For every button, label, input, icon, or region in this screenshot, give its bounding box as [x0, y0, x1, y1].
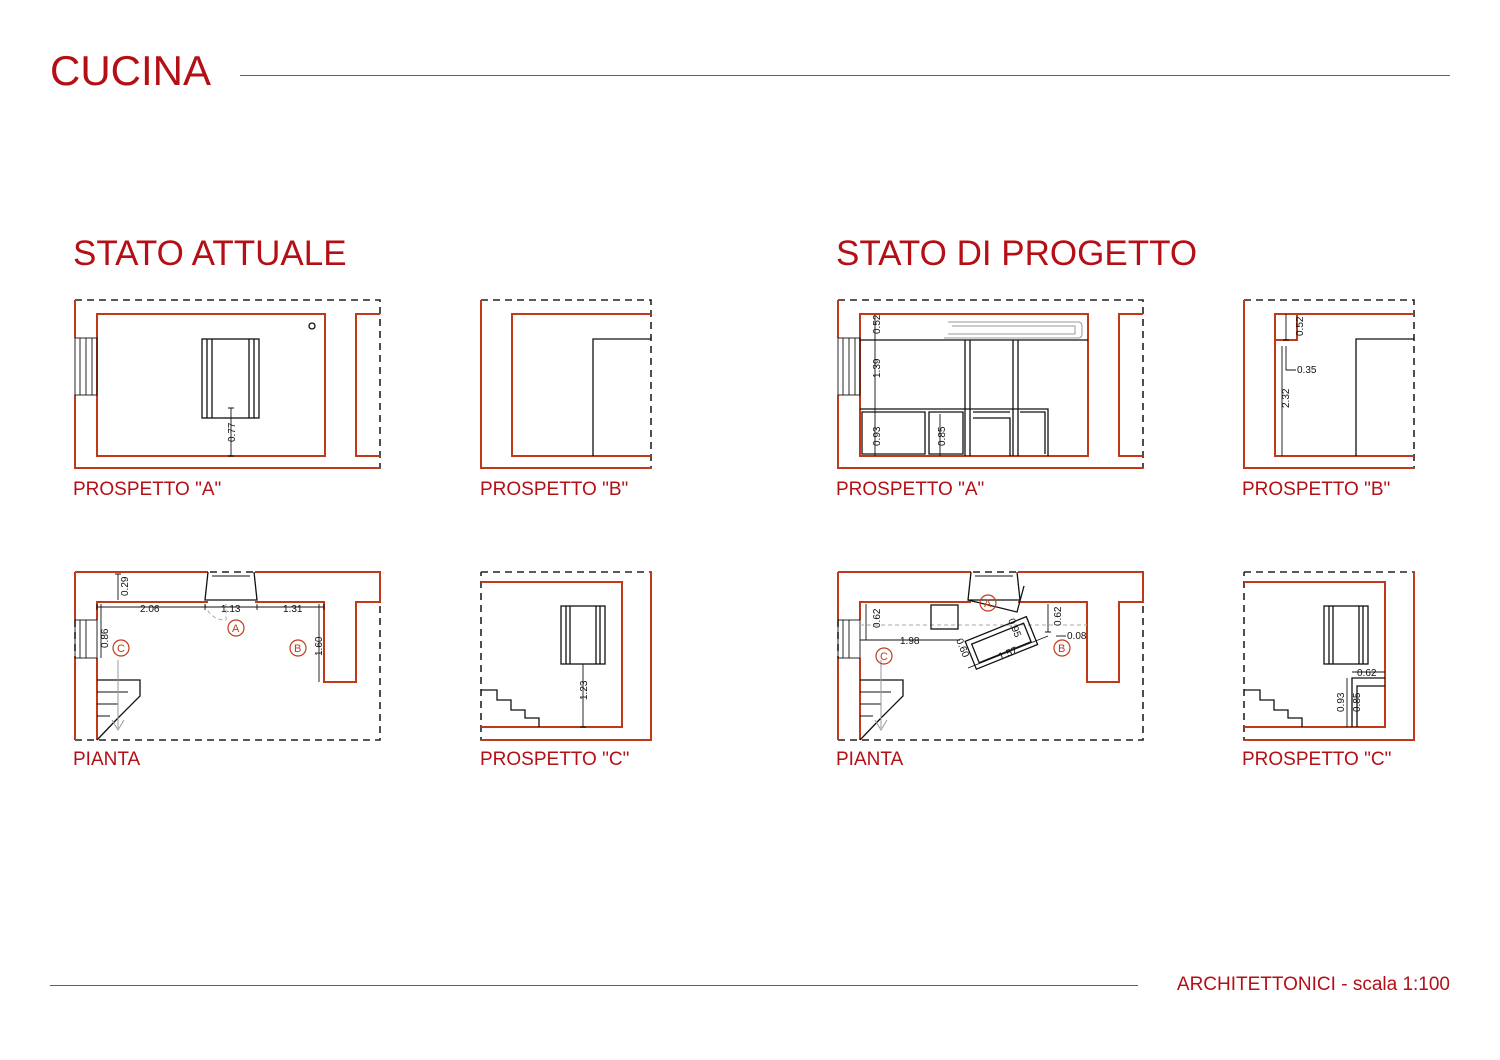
- dim-project-c-h1: 0.93: [1336, 692, 1347, 712]
- dim-project-plan-left: 0.62: [872, 608, 883, 628]
- footer-scale-note: ARCHITETTONICI - scala 1:100: [1176, 974, 1450, 995]
- dim-project-plan-right: 0.62: [1053, 606, 1064, 626]
- dim-current-a-height: 0.77: [227, 422, 238, 442]
- current-prospetto-b-drawing: [481, 300, 651, 468]
- label-project-prospetto-b: PROSPETTO "B": [1242, 479, 1391, 500]
- dim-current-plan-left: 0.86: [100, 628, 111, 648]
- label-current-prospetto-a: PROSPETTO "A": [73, 479, 222, 500]
- marker-current-a: A: [232, 623, 240, 635]
- current-prospetto-a-drawing: [75, 300, 380, 468]
- section-project-state: STATO DI PROGETTO: [836, 234, 1198, 273]
- dim-project-b-offset: 0.35: [1297, 365, 1317, 376]
- dim-project-a-low1: 0.93: [872, 426, 883, 446]
- project-pianta-drawing: [838, 572, 1143, 740]
- dim-current-c-height: 1.23: [579, 680, 590, 700]
- marker-current-c: C: [117, 643, 125, 655]
- dim-project-plan-island-w: 1.57: [997, 645, 1020, 663]
- current-prospetto-c-drawing: [481, 572, 651, 740]
- dim-project-a-low2: 0.85: [937, 426, 948, 446]
- dim-project-c-h2: 0.85: [1352, 692, 1363, 712]
- marker-current-b: B: [294, 643, 302, 655]
- dim-project-b-top: 0.52: [1295, 316, 1306, 336]
- dim-current-plan-seg3: 1.31: [283, 604, 303, 615]
- dim-project-a-mid: 1.39: [872, 358, 883, 378]
- marker-project-a: A: [984, 598, 992, 610]
- dim-project-c-width: 0.62: [1357, 668, 1377, 679]
- marker-project-b: B: [1058, 643, 1066, 655]
- marker-project-c: C: [880, 651, 888, 663]
- dim-project-plan-island-d2: 0.60: [953, 637, 971, 660]
- project-prospetto-a-drawing: [838, 300, 1143, 468]
- project-prospetto-b-drawing: [1244, 300, 1414, 468]
- dim-current-plan-right: 1.60: [314, 636, 325, 656]
- dim-project-plan-gap: 0.08: [1067, 631, 1087, 642]
- label-project-prospetto-c: PROSPETTO "C": [1242, 749, 1392, 770]
- label-current-prospetto-c: PROSPETTO "C": [480, 749, 630, 770]
- dim-project-plan-seg: 1.98: [900, 636, 920, 647]
- current-pianta-drawing: [75, 572, 380, 740]
- label-current-pianta: PIANTA: [73, 749, 141, 770]
- dim-project-plan-island-d1: 0.95: [1005, 617, 1023, 640]
- dim-current-plan-seg1: 2.06: [140, 604, 160, 615]
- dim-project-a-top: 0.52: [872, 314, 883, 334]
- section-current-state: STATO ATTUALE: [73, 234, 347, 273]
- dim-current-plan-wall: 0.29: [120, 576, 131, 596]
- project-prospetto-c-drawing: [1244, 572, 1414, 740]
- label-project-prospetto-a: PROSPETTO "A": [836, 479, 985, 500]
- label-current-prospetto-b: PROSPETTO "B": [480, 479, 629, 500]
- footer-rule: [50, 985, 1138, 986]
- dim-current-plan-seg2: 1.13: [221, 604, 241, 615]
- dim-project-b-height: 2.32: [1281, 388, 1292, 408]
- page-title: CUCINA: [50, 47, 212, 94]
- label-project-pianta: PIANTA: [836, 749, 904, 770]
